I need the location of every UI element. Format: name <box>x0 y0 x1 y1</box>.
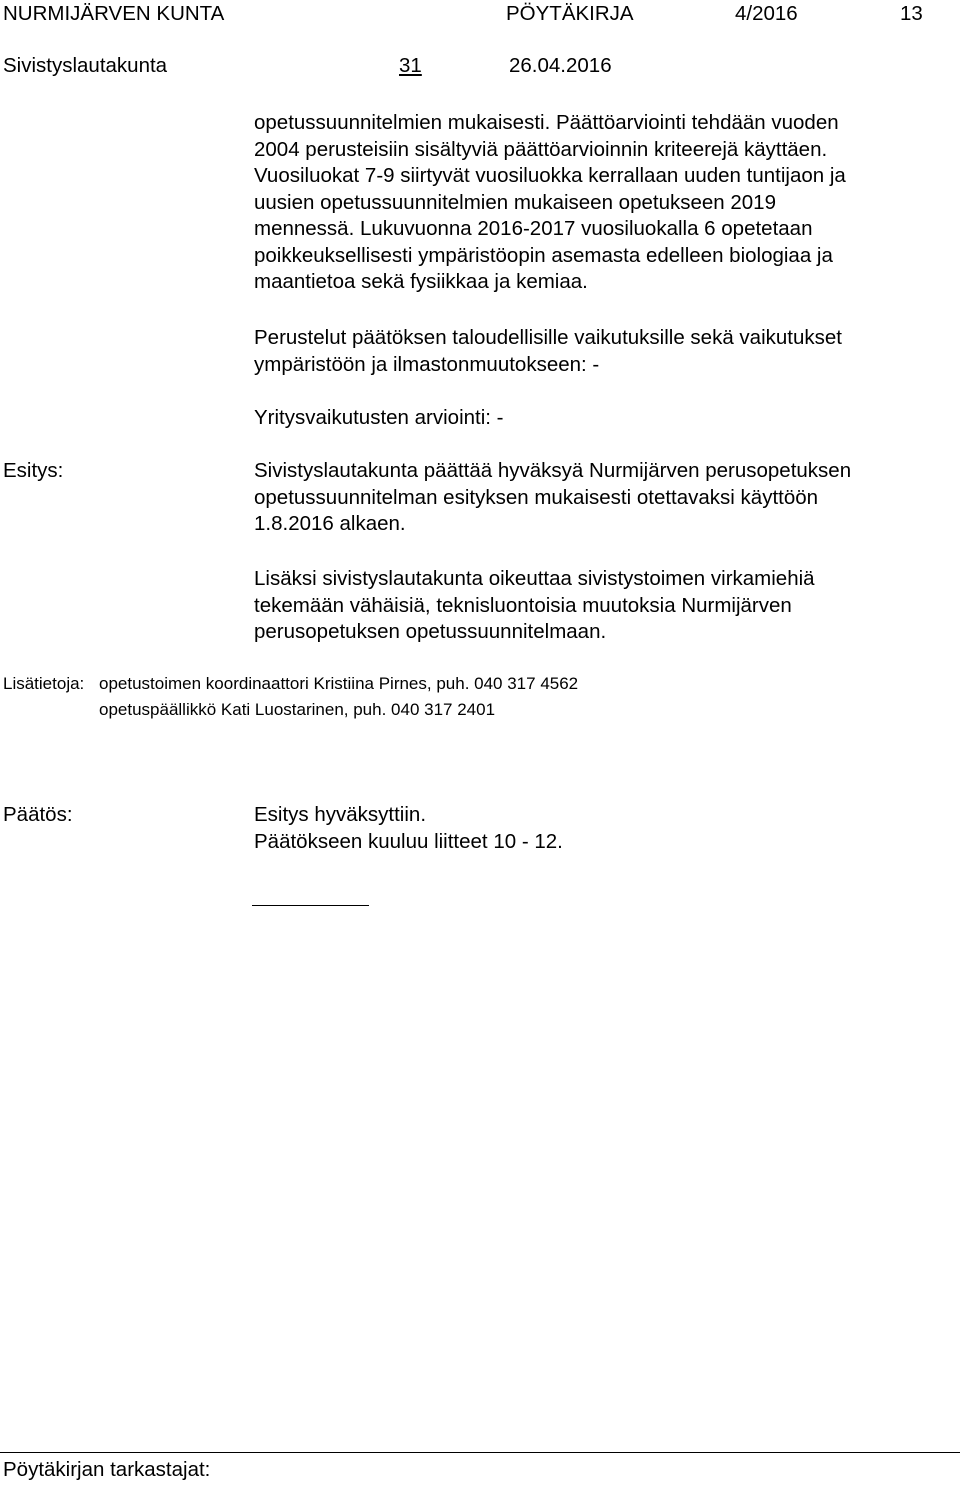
signature-rule <box>252 905 369 906</box>
paragraph-1-line: 2004 perusteisiin sisältyviä päättöarvioinnin kriteerejä käyttäen. <box>254 137 828 161</box>
paragraph-1-line: uusien opetussuunnitelmien mukaiseen opetukseen 2019 <box>254 190 776 214</box>
paragraph-1-line: maantietoa sekä fysiikkaa ja kemiaa. <box>254 270 588 293</box>
meeting-date: 26.04.2016 <box>509 54 612 77</box>
proposal-line: 1.8.2016 alkaen. <box>254 512 406 535</box>
info-contact-2: opetuspäällikkö Kati Luostarinen, puh. 040 317 2401 <box>99 700 496 719</box>
municipality-name: NURMIJÄRVEN KUNTA <box>3 2 225 25</box>
paragraph-1-line: mennessä. Lukuvuonna 2016-2017 vuosiluokalla 6 opetetaan <box>254 217 813 240</box>
decision-line-1: Esitys hyväksyttiin. <box>254 803 427 826</box>
paragraph-1-line: opetussuunnitelmien mukaisesti. Päättöarviointi tehdään vuoden <box>254 111 839 134</box>
section-number: 31 <box>399 54 422 77</box>
document-number: 4/2016 <box>735 2 798 25</box>
paragraph-2 <box>254 325 842 378</box>
document-type: PÖYTÄKIRJA <box>506 2 634 25</box>
board-name: Sivistyslautakunta <box>3 54 168 77</box>
paragraph-1-line: poikkeuksellisesti ympäristöopin asemasta edelleen biologiaa ja <box>254 243 833 267</box>
proposal-additional-line: Lisäksi sivistyslautakunta oikeuttaa sivistystoimen virkamiehiä <box>254 567 815 590</box>
reviewers-label: Pöytäkirjan tarkastajat: <box>3 1458 211 1481</box>
decision-text <box>254 802 563 855</box>
proposal-label: Esitys: <box>3 459 64 482</box>
info-contact-1: opetustoimen koordinaattori Kristiina Pirnes, puh. 040 317 4562 <box>99 674 579 693</box>
proposal-line: opetussuunnitelman esityksen mukaisesti otettavaksi käyttöön <box>254 485 819 509</box>
proposal-additional <box>254 566 815 646</box>
proposal-text <box>254 458 851 538</box>
paragraph-2-line: ympäristöön ja ilmastonmuutokseen: - <box>254 352 600 376</box>
paragraph-3: Yritysvaikutusten arviointi: - <box>254 406 504 429</box>
paragraph-1-line: Vuosiluokat 7-9 siirtyvät vuosiluokka kerrallaan uuden tuntijaon ja <box>254 164 846 187</box>
paragraph-1 <box>254 110 846 296</box>
decision-line-2: Päätökseen kuuluu liitteet 10 - 12. <box>254 829 563 853</box>
page-number: 13 <box>900 2 923 25</box>
proposal-line: Sivistyslautakunta päättää hyväksyä Nurmijärven perusopetuksen <box>254 459 852 482</box>
info-label: Lisätietoja: <box>3 674 85 693</box>
footer-divider <box>0 1452 960 1453</box>
proposal-additional-line: perusopetuksen opetussuunnitelmaan. <box>254 620 607 643</box>
decision-label: Päätös: <box>3 803 73 826</box>
paragraph-2-line: Perustelut päätöksen taloudellisille vaikutuksille sekä vaikutukset <box>254 326 842 349</box>
proposal-additional-line: tekemään vähäisiä, teknisluontoisia muutoksia Nurmijärven <box>254 593 792 617</box>
